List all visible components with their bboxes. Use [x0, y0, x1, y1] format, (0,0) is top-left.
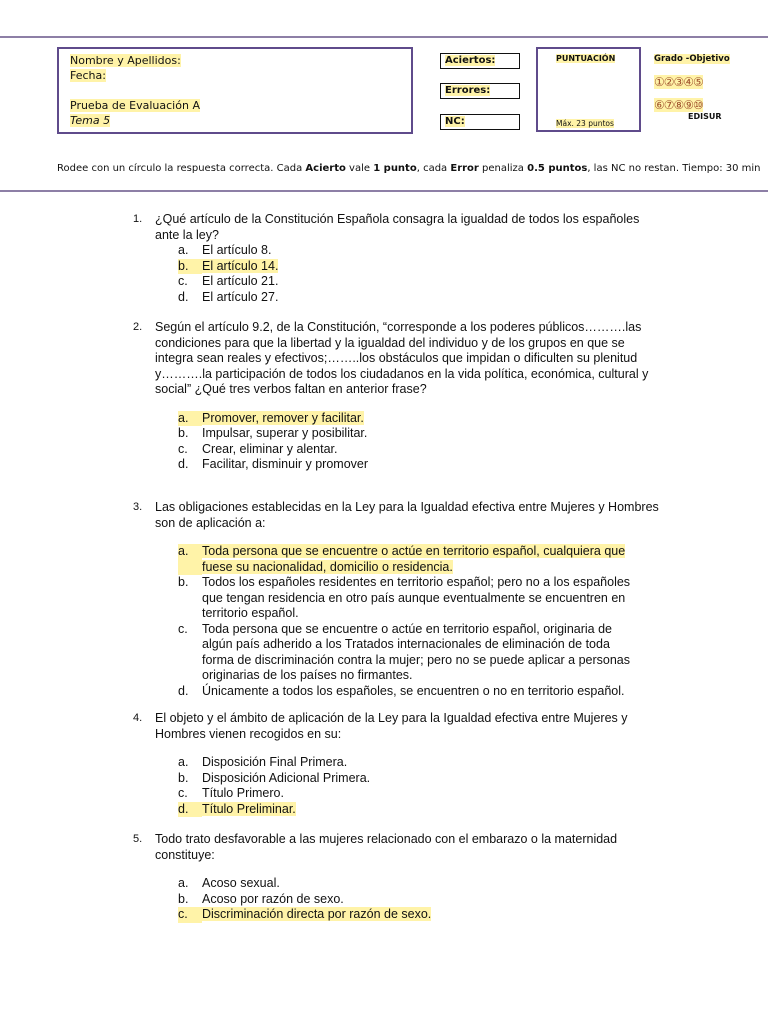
- max-score-label: Máx. 23 puntos: [556, 119, 614, 128]
- option-a[interactable]: a. Disposición Final Primera.: [178, 755, 348, 769]
- nc-field[interactable]: NC:: [440, 114, 520, 130]
- question-4: [133, 711, 663, 817]
- option-b[interactable]: b. Todos los españoles residentes en territorio español; pero no a los españoles que tengan residencia en otro país aunque eventualmente se encuentren en territorio español.: [178, 575, 631, 620]
- option-b[interactable]: b. El artículo 14.: [178, 258, 279, 273]
- name-field-label[interactable]: Nombre y Apellidos:: [70, 54, 181, 67]
- option-c[interactable]: c. El artículo 21.: [178, 274, 279, 288]
- option-c[interactable]: c. Discriminación directa por razón de sexo.: [178, 907, 432, 921]
- question-number: 5.: [133, 833, 143, 845]
- option-c[interactable]: c. Toda persona que se encuentre o actúe en territorio español, originaria de algún país adherido a los Tratados internacionales de eliminación de toda forma de discriminación contra la mujer; pero no se puede aplicar a personas originarias de los países no firmantes.: [178, 621, 631, 682]
- header-bottom-rule: [0, 190, 768, 192]
- option-d[interactable]: d. Título Preliminar.: [178, 801, 296, 816]
- question-stem: ¿Qué artículo de la Constitución Española consagra la igualdad de todos los españoles ante la ley?: [155, 212, 640, 242]
- header-top-rule: [0, 36, 768, 38]
- aciertos-field[interactable]: Aciertos:: [440, 53, 520, 69]
- option-d[interactable]: d. El artículo 27.: [178, 289, 279, 304]
- score-label: PUNTUACIÓN: [556, 54, 616, 63]
- question-2: [133, 320, 663, 473]
- grade-circles-row-1[interactable]: ①②③④⑤: [654, 75, 703, 89]
- question-3: [133, 500, 663, 699]
- date-field-label[interactable]: Fecha:: [70, 69, 106, 82]
- instructions: Rodee con un círculo la respuesta correcta. Cada Acierto vale 1 punto, cada Error penaliza 0.5 puntos, las NC no restan. Tiempo: 30 min: [57, 163, 761, 174]
- option-a[interactable]: a. Acoso sexual.: [178, 876, 280, 890]
- option-a[interactable]: a. El artículo 8.: [178, 243, 272, 257]
- publisher-label: EDISUR: [688, 112, 722, 121]
- question-stem: Todo trato desfavorable a las mujeres relacionado con el embarazo o la maternidad constituye:: [155, 832, 618, 862]
- theme-label: Tema 5: [70, 114, 111, 127]
- errores-field[interactable]: Errores:: [440, 83, 520, 99]
- grade-circles-row-2[interactable]: ⑥⑦⑧⑨⑩: [654, 98, 703, 112]
- option-a[interactable]: a. Promover, remover y facilitar.: [178, 410, 364, 425]
- option-b[interactable]: b. Disposición Adicional Primera.: [178, 770, 371, 785]
- question-5: [133, 832, 663, 923]
- option-d[interactable]: d. Únicamente a todos los españoles, se encuentren o no en territorio español.: [178, 683, 625, 698]
- option-b[interactable]: b. Impulsar, superar y posibilitar.: [178, 426, 368, 440]
- test-label: Prueba de Evaluación A: [70, 99, 200, 112]
- question-number: 2.: [133, 321, 143, 333]
- option-b[interactable]: b. Acoso por razón de sexo.: [178, 891, 344, 906]
- question-stem: El objeto y el ámbito de aplicación de la Ley para la Igualdad efectiva entre Mujeres y Hombres vienen recogidos en su:: [155, 711, 628, 741]
- option-c[interactable]: c. Crear, eliminar y alentar.: [178, 441, 338, 456]
- grade-objective-label: Grado -Objetivo: [654, 54, 730, 64]
- question-number: 3.: [133, 501, 143, 513]
- option-c[interactable]: c. Título Primero.: [178, 786, 284, 800]
- question-number: 4.: [133, 712, 143, 724]
- question-1: [133, 212, 663, 305]
- option-d[interactable]: d. Facilitar, disminuir y promover: [178, 457, 369, 471]
- question-stem: Según el artículo 9.2, de la Constitución, “corresponde a los poderes públicos……….las condiciones para que la libertad y la igualdad del individuo y de los grupos en que se integra sean reales y efectivos;……..los obstáculos que impidan o dificulten su plenitud y……….la participación de todos los ciudadanos en la vida política, económica, cultural y social” ¿Qué tres verbos faltan en anterior frase?: [155, 320, 649, 396]
- question-number: 1.: [133, 213, 143, 225]
- question-stem: Las obligaciones establecidas en la Ley para la Igualdad efectiva entre Mujeres y Hombres son de aplicación a:: [155, 500, 659, 530]
- option-a[interactable]: a. Toda persona que se encuentre o actúe en territorio español, cualquiera que fuese su nacionalidad, domicilio o residencia.: [178, 544, 626, 574]
